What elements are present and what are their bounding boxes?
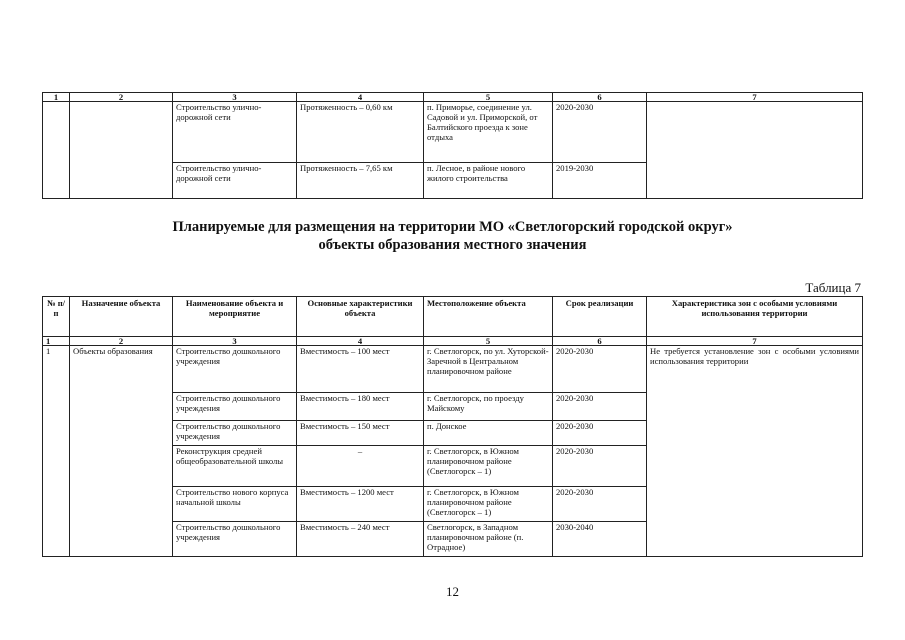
location-cell: п. Приморье, соединение ул. Садовой и ул. Приморской, от Балтийского проезда к зоне отдыха <box>424 102 553 163</box>
table-row <box>43 102 863 163</box>
location-cell: Светлогорск, в Западном планировочном районе (п. Отрадное) <box>424 522 553 557</box>
column-number-row <box>43 337 863 346</box>
education-objects-table <box>42 296 863 557</box>
characteristics-cell: Протяженность – 0,60 км <box>297 102 424 163</box>
name-cell: Реконструкция средней общеобразовательной школы <box>173 446 297 487</box>
column-number: 7 <box>647 93 863 102</box>
period-cell: 2030-2040 <box>553 522 647 557</box>
location-cell: г. Светлогорск, по ул. Хуторской-Заречной в Центральном планировочном районе <box>424 346 553 393</box>
row-number-cell: 1 <box>43 346 70 557</box>
column-number: 6 <box>553 93 647 102</box>
characteristics-cell: Протяженность – 7,65 км <box>297 163 424 199</box>
header-location: Местоположение объекта <box>424 297 553 337</box>
header-characteristics: Основные характеристики объекта <box>297 297 424 337</box>
name-cell: Строительство дошкольного учреждения <box>173 421 297 446</box>
location-cell: п. Лесное, в районе нового жилого строительства <box>424 163 553 199</box>
period-cell: 2019-2030 <box>553 163 647 199</box>
column-number: 4 <box>297 93 424 102</box>
column-number: 1 <box>43 93 70 102</box>
heading-line-2: объекты образования местного значения <box>318 237 587 253</box>
location-cell: г. Светлогорск, по проезду Майскому <box>424 393 553 421</box>
period-cell: 2020-2030 <box>553 446 647 487</box>
column-number: 3 <box>173 337 297 346</box>
location-cell: п. Донское <box>424 421 553 446</box>
period-cell: 2020-2030 <box>553 393 647 421</box>
characteristics-cell: Вместимость – 240 мест <box>297 522 424 557</box>
column-number: 4 <box>297 337 424 346</box>
column-number: 7 <box>647 337 863 346</box>
characteristics-cell: Вместимость – 1200 мест <box>297 487 424 522</box>
name-cell: Строительство дошкольного учреждения <box>173 393 297 421</box>
column-number: 2 <box>70 93 173 102</box>
period-cell: 2020-2030 <box>553 487 647 522</box>
period-cell: 2020-2030 <box>553 346 647 393</box>
heading-line-1: Планируемые для размещения на территории МО «Светлогорский городской округ» <box>172 219 733 235</box>
column-number: 3 <box>173 93 297 102</box>
period-cell: 2020-2030 <box>553 421 647 446</box>
characteristics-cell: – <box>297 446 424 487</box>
purpose-cell: Объекты образования <box>70 346 173 557</box>
column-number: 2 <box>70 337 173 346</box>
table-caption: Таблица 7 <box>805 280 861 295</box>
header-period: Срок реализации <box>553 297 647 337</box>
column-number-row <box>43 93 863 102</box>
measure-cell: Строительство улично-дорожной сети <box>173 163 297 199</box>
name-cell: Строительство дошкольного учреждения <box>173 522 297 557</box>
empty-cell <box>647 102 863 199</box>
period-cell: 2020-2030 <box>553 102 647 163</box>
zones-cell: Не требуется установление зон с особыми условиями использования территории <box>647 346 863 557</box>
characteristics-cell: Вместимость – 100 мест <box>297 346 424 393</box>
location-cell: г. Светлогорск, в Южном планировочном районе (Светлогорск – 1) <box>424 487 553 522</box>
column-number: 1 <box>43 337 70 346</box>
column-number: 5 <box>424 337 553 346</box>
page-number: 12 <box>446 584 459 599</box>
header-purpose: Назначение объекта <box>70 297 173 337</box>
continuation-table <box>42 92 863 199</box>
measure-cell: Строительство улично-дорожной сети <box>173 102 297 163</box>
column-number: 6 <box>553 337 647 346</box>
empty-cell <box>43 102 70 199</box>
header-num: № п/п <box>43 297 70 337</box>
name-cell: Строительство дошкольного учреждения <box>173 346 297 393</box>
header-name: Наименование объекта и мероприятие <box>173 297 297 337</box>
header-row <box>43 297 863 337</box>
column-number: 5 <box>424 93 553 102</box>
location-cell: г. Светлогорск, в Южном планировочном районе (Светлогорск – 1) <box>424 446 553 487</box>
characteristics-cell: Вместимость – 150 мест <box>297 421 424 446</box>
empty-cell <box>70 102 173 199</box>
characteristics-cell: Вместимость – 180 мест <box>297 393 424 421</box>
table-row <box>43 346 863 393</box>
header-zones: Характеристика зон с особыми условиями использования территории <box>647 297 863 337</box>
name-cell: Строительство нового корпуса начальной школы <box>173 487 297 522</box>
